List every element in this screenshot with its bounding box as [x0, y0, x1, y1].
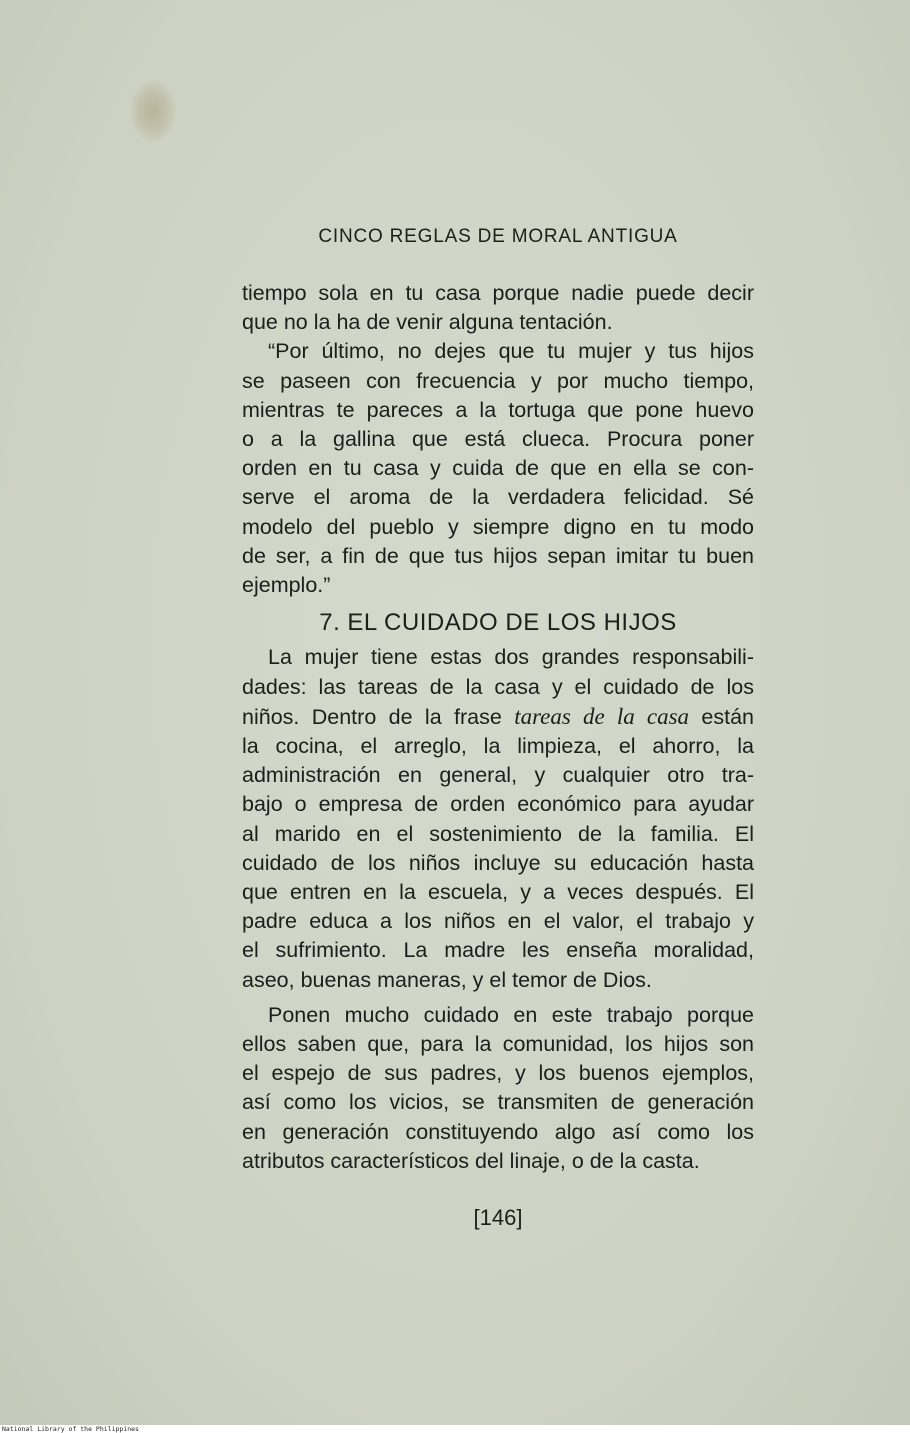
text-line: orden en tu casa y cuida de que en ella se con- [242, 456, 754, 481]
italic-phrase: tareas de la casa [514, 703, 690, 729]
text-line: La mujer tiene estas dos grandes responsabili- [268, 645, 754, 670]
running-head: CINCO REGLAS DE MORAL ANTIGUA [318, 226, 678, 247]
text-line: serve el aroma de la verdadera felicidad. Sé [242, 485, 754, 510]
section-heading: 7. EL CUIDADO DE LOS HIJOS [319, 609, 677, 637]
text-line: atributos característicos del linaje, o de la casta. [242, 1148, 700, 1173]
body-text [242, 279, 754, 1176]
text-line: tiempo sola en tu casa porque nadie puede decir [242, 281, 754, 305]
text-line: el sufrimiento. La madre les enseña moralidad, [242, 938, 754, 963]
text-line: de ser, a fin de que tus hijos sepan imitar tu buen [242, 543, 754, 568]
text-line: así como los vicios, se transmiten de generación [242, 1090, 754, 1115]
text-segment: niños. Dentro de la frase [242, 704, 515, 729]
text-line: que entren en la escuela, y a veces después. El [242, 880, 754, 905]
text-line: Ponen mucho cuidado en este trabajo porque [268, 1002, 754, 1027]
text-line: modelo del pueblo y siempre digno en tu modo [242, 514, 754, 539]
text-line: al marido en el sostenimiento de la familia. El [242, 821, 754, 846]
page-number: [146] [473, 1205, 523, 1230]
text-line: mientras te pareces a la tortuga que pone huevo [242, 397, 754, 422]
text-segment: están [689, 704, 754, 729]
text-line: en generación constituyendo algo así como los [242, 1119, 754, 1144]
page-stain [130, 80, 176, 142]
library-credit: National Library of the Philippines [2, 1425, 139, 1433]
text-line [242, 702, 754, 732]
text-line: ejemplo.” [242, 573, 331, 598]
text-line: ellos saben que, para la comunidad, los hijos son [242, 1032, 754, 1057]
text-line: se paseen con frecuencia y por mucho tiempo, [242, 368, 754, 393]
text-line: administración en general, y cualquier otro tra- [242, 763, 754, 788]
text-line: que no la ha de venir alguna tentación. [242, 310, 613, 335]
text-line: el espejo de sus padres, y los buenos ejemplos, [242, 1061, 754, 1086]
text-line: “Por último, no dejes que tu mujer y tus hijos [268, 339, 754, 364]
text-line: bajo o empresa de orden económico para ayudar [242, 792, 754, 817]
text-line: o a la gallina que está clueca. Procura poner [242, 427, 754, 452]
text-line: dades: las tareas de la casa y el cuidado de los [242, 674, 754, 699]
text-line: la cocina, el arreglo, la limpieza, el ahorro, la [242, 734, 754, 759]
text-line: padre educa a los niños en el valor, el trabajo y [242, 909, 754, 934]
text-line: cuidado de los niños incluye su educación hasta [242, 850, 754, 875]
text-line: aseo, buenas maneras, y el temor de Dios. [242, 967, 652, 992]
